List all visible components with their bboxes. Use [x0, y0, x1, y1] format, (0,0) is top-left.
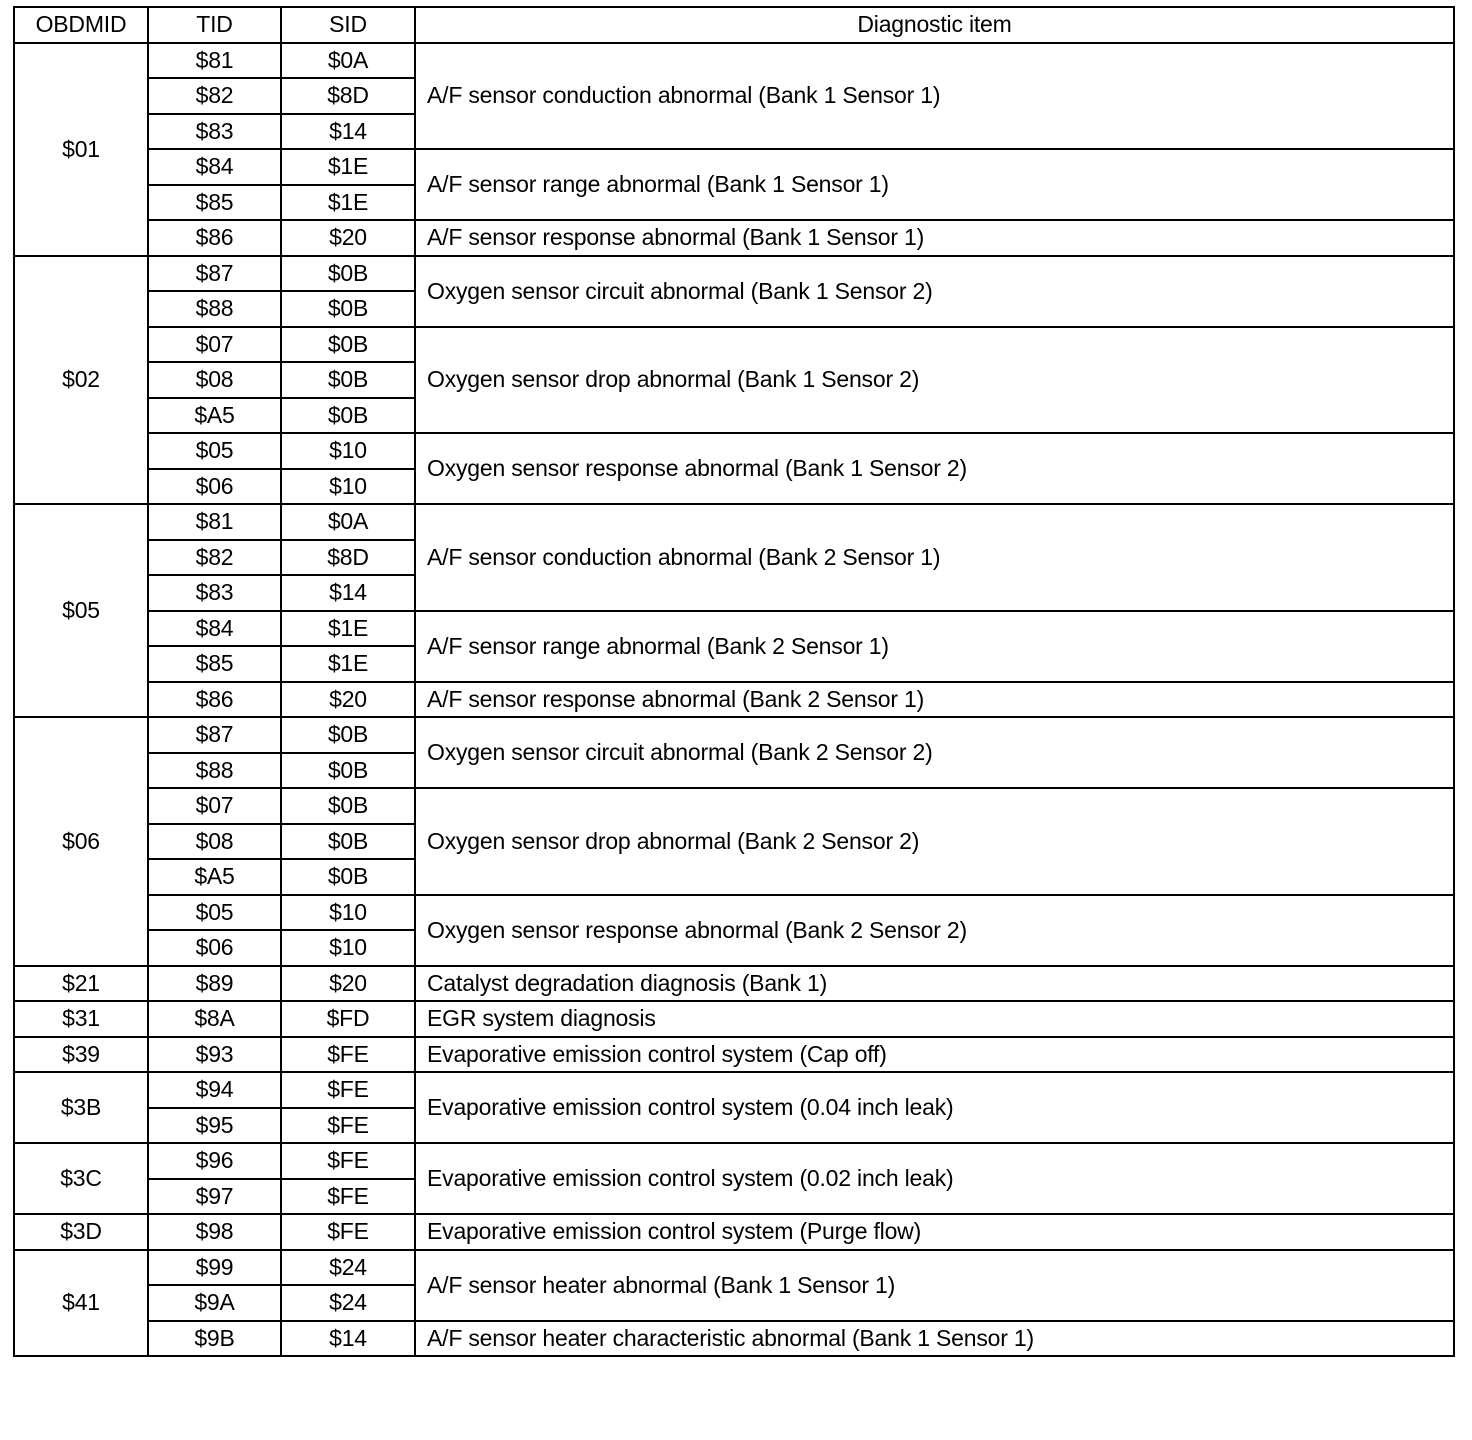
tid-cell: $83 — [148, 114, 281, 150]
sid-cell: $10 — [281, 930, 415, 966]
diagnostic-item-cell: A/F sensor range abnormal (Bank 2 Sensor 1) — [415, 611, 1454, 682]
tid-cell: $08 — [148, 824, 281, 860]
tid-cell: $8A — [148, 1001, 281, 1037]
tid-cell: $9A — [148, 1285, 281, 1321]
tid-cell: $88 — [148, 753, 281, 789]
sid-cell: $0B — [281, 398, 415, 434]
obdmid-cell: $41 — [14, 1250, 148, 1357]
sid-cell: $10 — [281, 895, 415, 931]
sid-cell: $1E — [281, 149, 415, 185]
table-row — [14, 149, 1454, 185]
sid-cell: $14 — [281, 114, 415, 150]
tid-cell: $93 — [148, 1037, 281, 1073]
tid-cell: $87 — [148, 256, 281, 292]
sid-cell: $0B — [281, 256, 415, 292]
table-row — [14, 788, 1454, 824]
obdmid-cell: $05 — [14, 504, 148, 717]
diagnostic-item-cell: A/F sensor heater abnormal (Bank 1 Sensor 1) — [415, 1250, 1454, 1321]
header-diagnostic-item: Diagnostic item — [415, 7, 1454, 43]
table-row — [14, 504, 1454, 540]
tid-cell: $89 — [148, 966, 281, 1002]
obdmid-cell: $02 — [14, 256, 148, 505]
tid-cell: $07 — [148, 788, 281, 824]
obdmid-cell: $3B — [14, 1072, 148, 1143]
table-row — [14, 682, 1454, 718]
diagnostic-item-cell: Oxygen sensor response abnormal (Bank 1 Sensor 2) — [415, 433, 1454, 504]
diagnostic-item-cell: Oxygen sensor response abnormal (Bank 2 Sensor 2) — [415, 895, 1454, 966]
sid-cell: $0B — [281, 291, 415, 327]
diagnostic-item-cell: A/F sensor conduction abnormal (Bank 1 Sensor 1) — [415, 43, 1454, 150]
sid-cell: $8D — [281, 540, 415, 576]
header-row — [14, 7, 1454, 43]
header-obdmid: OBDMID — [14, 7, 148, 43]
obdmid-cell: $01 — [14, 43, 148, 256]
table-row — [14, 256, 1454, 292]
sid-cell: $0B — [281, 788, 415, 824]
table-body — [14, 43, 1454, 1357]
tid-cell: $85 — [148, 185, 281, 221]
tid-cell: $07 — [148, 327, 281, 363]
tid-cell: $82 — [148, 78, 281, 114]
sid-cell: $24 — [281, 1285, 415, 1321]
tid-cell: $95 — [148, 1108, 281, 1144]
tid-cell: $99 — [148, 1250, 281, 1286]
tid-cell: $94 — [148, 1072, 281, 1108]
tid-cell: $81 — [148, 43, 281, 79]
sid-cell: $FE — [281, 1214, 415, 1250]
table-row — [14, 717, 1454, 753]
table-row — [14, 1143, 1454, 1179]
obdmid-cell: $39 — [14, 1037, 148, 1073]
sid-cell: $0B — [281, 859, 415, 895]
sid-cell: $24 — [281, 1250, 415, 1286]
sid-cell: $20 — [281, 682, 415, 718]
tid-cell: $05 — [148, 895, 281, 931]
tid-cell: $84 — [148, 149, 281, 185]
tid-cell: $87 — [148, 717, 281, 753]
tid-cell: $86 — [148, 220, 281, 256]
sid-cell: $0B — [281, 717, 415, 753]
tid-cell: $97 — [148, 1179, 281, 1215]
sid-cell: $0B — [281, 824, 415, 860]
obdmid-cell: $21 — [14, 966, 148, 1002]
tid-cell: $81 — [148, 504, 281, 540]
tid-cell: $88 — [148, 291, 281, 327]
tid-cell: $84 — [148, 611, 281, 647]
tid-cell: $86 — [148, 682, 281, 718]
diagnostic-item-cell: A/F sensor heater characteristic abnormal (Bank 1 Sensor 1) — [415, 1321, 1454, 1357]
diagnostic-item-cell: Evaporative emission control system (Cap off) — [415, 1037, 1454, 1073]
sid-cell: $0B — [281, 327, 415, 363]
table-row — [14, 1321, 1454, 1357]
table-row — [14, 433, 1454, 469]
diagnostic-item-cell: EGR system diagnosis — [415, 1001, 1454, 1037]
diagnostic-item-cell: Evaporative emission control system (0.02 inch leak) — [415, 1143, 1454, 1214]
table-row — [14, 966, 1454, 1002]
table-row — [14, 1001, 1454, 1037]
sid-cell: $14 — [281, 1321, 415, 1357]
table-header — [14, 7, 1454, 43]
table-row — [14, 1072, 1454, 1108]
obdmid-cell: $3D — [14, 1214, 148, 1250]
table-row — [14, 43, 1454, 79]
diagnostic-item-cell: A/F sensor range abnormal (Bank 1 Sensor 1) — [415, 149, 1454, 220]
diagnostic-item-cell: Oxygen sensor drop abnormal (Bank 1 Sensor 2) — [415, 327, 1454, 434]
table-row — [14, 1037, 1454, 1073]
sid-cell: $FE — [281, 1143, 415, 1179]
tid-cell: $96 — [148, 1143, 281, 1179]
diagnostic-item-cell: A/F sensor conduction abnormal (Bank 2 Sensor 1) — [415, 504, 1454, 611]
diagnostic-item-cell: Evaporative emission control system (Purge flow) — [415, 1214, 1454, 1250]
obdmid-cell: $06 — [14, 717, 148, 966]
header-sid: SID — [281, 7, 415, 43]
sid-cell: $0B — [281, 362, 415, 398]
table-row — [14, 220, 1454, 256]
tid-cell: $A5 — [148, 859, 281, 895]
tid-cell: $85 — [148, 646, 281, 682]
sid-cell: $1E — [281, 185, 415, 221]
obdmid-cell: $31 — [14, 1001, 148, 1037]
sid-cell: $20 — [281, 220, 415, 256]
table-row — [14, 895, 1454, 931]
table-row — [14, 327, 1454, 363]
diagnostic-item-cell: A/F sensor response abnormal (Bank 1 Sensor 1) — [415, 220, 1454, 256]
sid-cell: $FE — [281, 1037, 415, 1073]
sid-cell: $10 — [281, 469, 415, 505]
sid-cell: $10 — [281, 433, 415, 469]
header-tid: TID — [148, 7, 281, 43]
sid-cell: $0B — [281, 753, 415, 789]
sid-cell: $1E — [281, 646, 415, 682]
table-row — [14, 1214, 1454, 1250]
sid-cell: $0A — [281, 43, 415, 79]
diagnostic-item-cell: Catalyst degradation diagnosis (Bank 1) — [415, 966, 1454, 1002]
sid-cell: $1E — [281, 611, 415, 647]
obdmid-cell: $3C — [14, 1143, 148, 1214]
table-row — [14, 611, 1454, 647]
tid-cell: $08 — [148, 362, 281, 398]
diagnostic-item-cell: Oxygen sensor circuit abnormal (Bank 2 Sensor 2) — [415, 717, 1454, 788]
sid-cell: $14 — [281, 575, 415, 611]
diagnostic-item-cell: A/F sensor response abnormal (Bank 2 Sensor 1) — [415, 682, 1454, 718]
table-row — [14, 1250, 1454, 1286]
diagnostic-item-cell: Evaporative emission control system (0.04 inch leak) — [415, 1072, 1454, 1143]
obdmid-diagnostic-table — [13, 6, 1455, 1357]
tid-cell: $98 — [148, 1214, 281, 1250]
sid-cell: $8D — [281, 78, 415, 114]
tid-cell: $06 — [148, 930, 281, 966]
tid-cell: $A5 — [148, 398, 281, 434]
sid-cell: $20 — [281, 966, 415, 1002]
tid-cell: $82 — [148, 540, 281, 576]
sid-cell: $FE — [281, 1179, 415, 1215]
diagnostic-item-cell: Oxygen sensor drop abnormal (Bank 2 Sensor 2) — [415, 788, 1454, 895]
tid-cell: $05 — [148, 433, 281, 469]
tid-cell: $83 — [148, 575, 281, 611]
sid-cell: $FE — [281, 1108, 415, 1144]
sid-cell: $0A — [281, 504, 415, 540]
tid-cell: $06 — [148, 469, 281, 505]
tid-cell: $9B — [148, 1321, 281, 1357]
sid-cell: $FE — [281, 1072, 415, 1108]
sid-cell: $FD — [281, 1001, 415, 1037]
diagnostic-item-cell: Oxygen sensor circuit abnormal (Bank 1 Sensor 2) — [415, 256, 1454, 327]
